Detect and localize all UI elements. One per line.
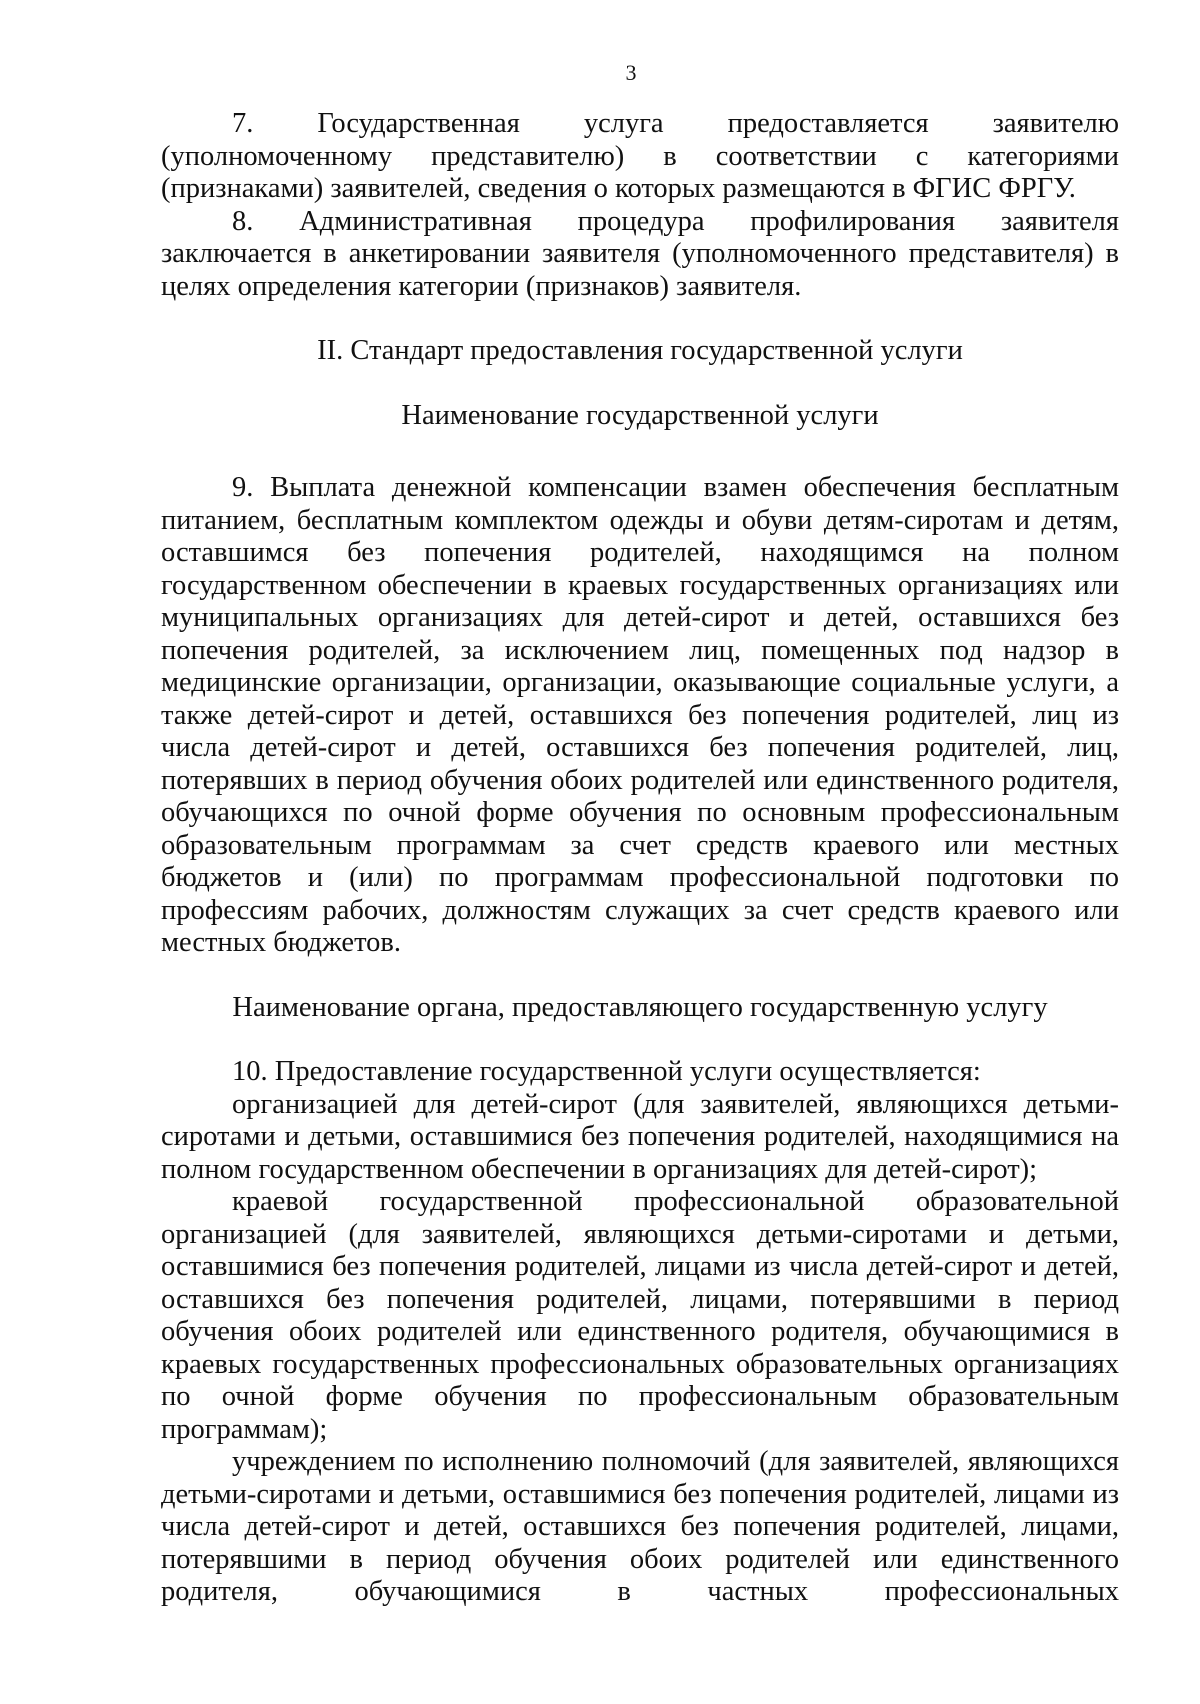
paragraph-9: 9. Выплата денежной компенсации взамен обеспечения бесплатным питанием, бесплатным комплектом одежды и обуви детям-сиротам и детям, оставшимся без попечения родителей, находящимся на полном государственном обеспечении в краевых государственных организациях или муниципальных организациях для детей-сирот и детей, оставшихся без попечения родителей, за исключением лиц, помещенных под надзор в медицинские организации, организации, оказывающие социальные услуги, а также детей-сирот и детей, оставшихся без попечения родителей, лиц из числа детей-сирот и детей, оставшихся без попечения родителей, лиц, потерявших в период обучения обоих родителей или единственного родителя, обучающихся по очной форме обучения по основным профессиональным образовательным программам за счет средств краевого или местных бюджетов и (или) по программам профессиональной подготовки по профессиям рабочих, должностям служащих за счет средств краевого или местных бюджетов. — [161, 472, 1119, 958]
spacer — [161, 432, 1119, 472]
paragraph-10-authority-institution: учреждением по исполнению полномочий (для заявителей, являющихся детьми-сиротами и детьми, оставшимися без попечения родителей, лицами из числа детей-сирот и детей, оставшихся без попечения родителей, лицами, потерявшими в период обучения обоих родителей или единственного родителя, обучающимися в частных профессиональных — [161, 1446, 1119, 1607]
paragraph-10-orphan-organization: организацией для детей-сирот (для заявителей, являющихся детьми-сиротами и детьми, оставшимися без попечения родителей, находящимися на полном государственном обеспечении в организациях для детей-сирот); — [161, 1088, 1119, 1185]
document-body — [161, 108, 1119, 1609]
section-title: II. Стандарт предоставления государственной услуги — [317, 335, 963, 366]
spacer — [161, 303, 1119, 335]
spacer — [161, 1024, 1119, 1056]
paragraph-10-regional-education-organization: краевой государственной профессиональной образовательной организацией (для заявителей, являющихся детьми-сиротами и детьми, оставшимися без попечения родителей, лицами из числа детей-сирот и детей, оставшихся без попечения родителей, лицами, потерявшими в период обучения обоих родителей или единственного родителя, обучающимися в краевых государственных профессиональных образовательных организациях по очной форме обучения по профессиональным образовательным программам); — [161, 1186, 1119, 1445]
page-number: 3 — [625, 60, 637, 85]
subheading-service-name: Наименование государственной услуги — [401, 399, 879, 431]
subheading-authority-name: Наименование органа, предоставляющего государственную услугу — [232, 991, 1048, 1023]
spacer — [161, 960, 1119, 992]
paragraph-10: 10. Предоставление государственной услуги осуществляется: — [232, 1056, 981, 1087]
spacer — [161, 368, 1119, 400]
paragraph-8: 8. Административная процедура профилирования заявителя заключается в анкетировании заявителя (уполномоченного представителя) в целях определения категории (признаков) заявителя. — [161, 205, 1119, 302]
paragraph-7: 7. Государственная услуга предоставляется заявителю (уполномоченному представителю) в соответствии с категориями (признаками) заявителей, сведения о которых размещаются в ФГИС ФРГУ. — [161, 108, 1119, 204]
